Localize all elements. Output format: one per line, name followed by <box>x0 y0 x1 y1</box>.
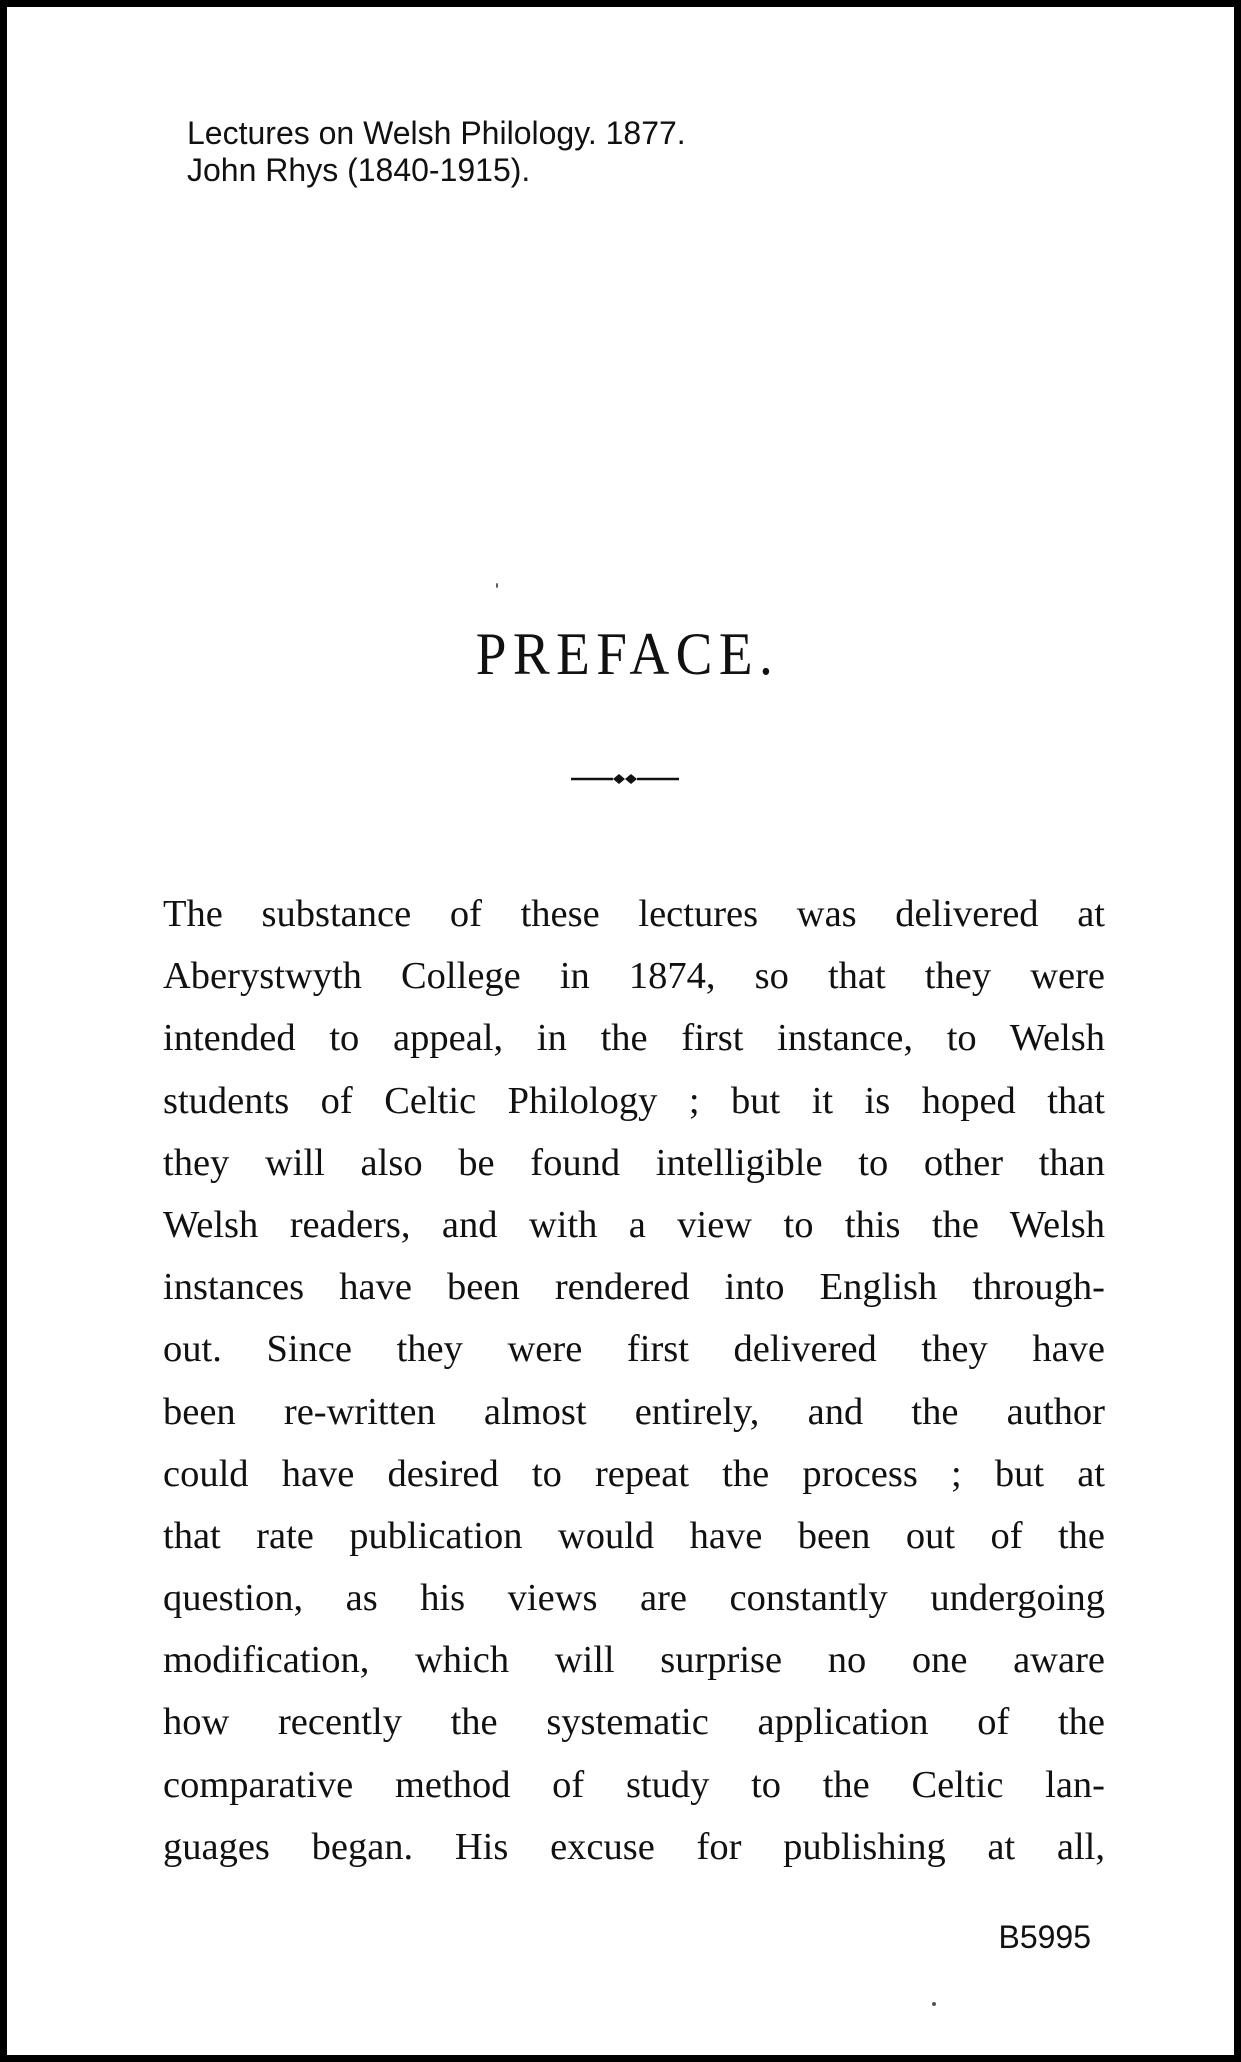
body-line: instances have been rendered into English through- <box>163 1266 1105 1309</box>
diamond-rule-ornament-icon <box>571 769 679 789</box>
body-line: out. Since they were first delivered they have <box>163 1328 1105 1371</box>
scan-speck <box>932 2002 936 2006</box>
body-line: students of Celtic Philology ; but it is hoped that <box>163 1079 1105 1122</box>
preface-body-text <box>163 883 1105 1878</box>
body-line: how recently the systematic application of the <box>163 1701 1105 1744</box>
body-line: modification, which will surprise no one aware <box>163 1639 1105 1682</box>
body-line: could have desired to repeat the process ; but at <box>163 1452 1105 1495</box>
body-line: Welsh readers, and with a view to this the Welsh <box>163 1203 1105 1246</box>
body-line: question, as his views are constantly undergoing <box>163 1577 1105 1620</box>
body-line: been re-written almost entirely, and the author <box>163 1390 1105 1433</box>
body-line: The substance of these lectures was delivered at <box>163 893 1105 935</box>
body-line: they will also be found intelligible to other than <box>163 1141 1105 1184</box>
body-line: guages began. His excuse for publishing at all, <box>163 1825 1105 1868</box>
body-line: that rate publication would have been out of the <box>163 1514 1105 1557</box>
page-title: PREFACE. <box>475 621 780 687</box>
body-line: comparative method of study to the Celtic lan- <box>163 1763 1105 1806</box>
body-line: Aberystwyth College in 1874, so that they were <box>163 955 1105 998</box>
header-note-line-2: John Rhys (1840-1915). <box>187 152 531 188</box>
body-line: intended to appeal, in the first instance, to Welsh <box>163 1017 1105 1060</box>
catalog-number: B5995 <box>998 1919 1091 1955</box>
header-note-line-1: Lectures on Welsh Philology. 1877. <box>187 115 686 151</box>
catalog-header-note <box>187 115 686 189</box>
scan-speck <box>496 583 498 588</box>
